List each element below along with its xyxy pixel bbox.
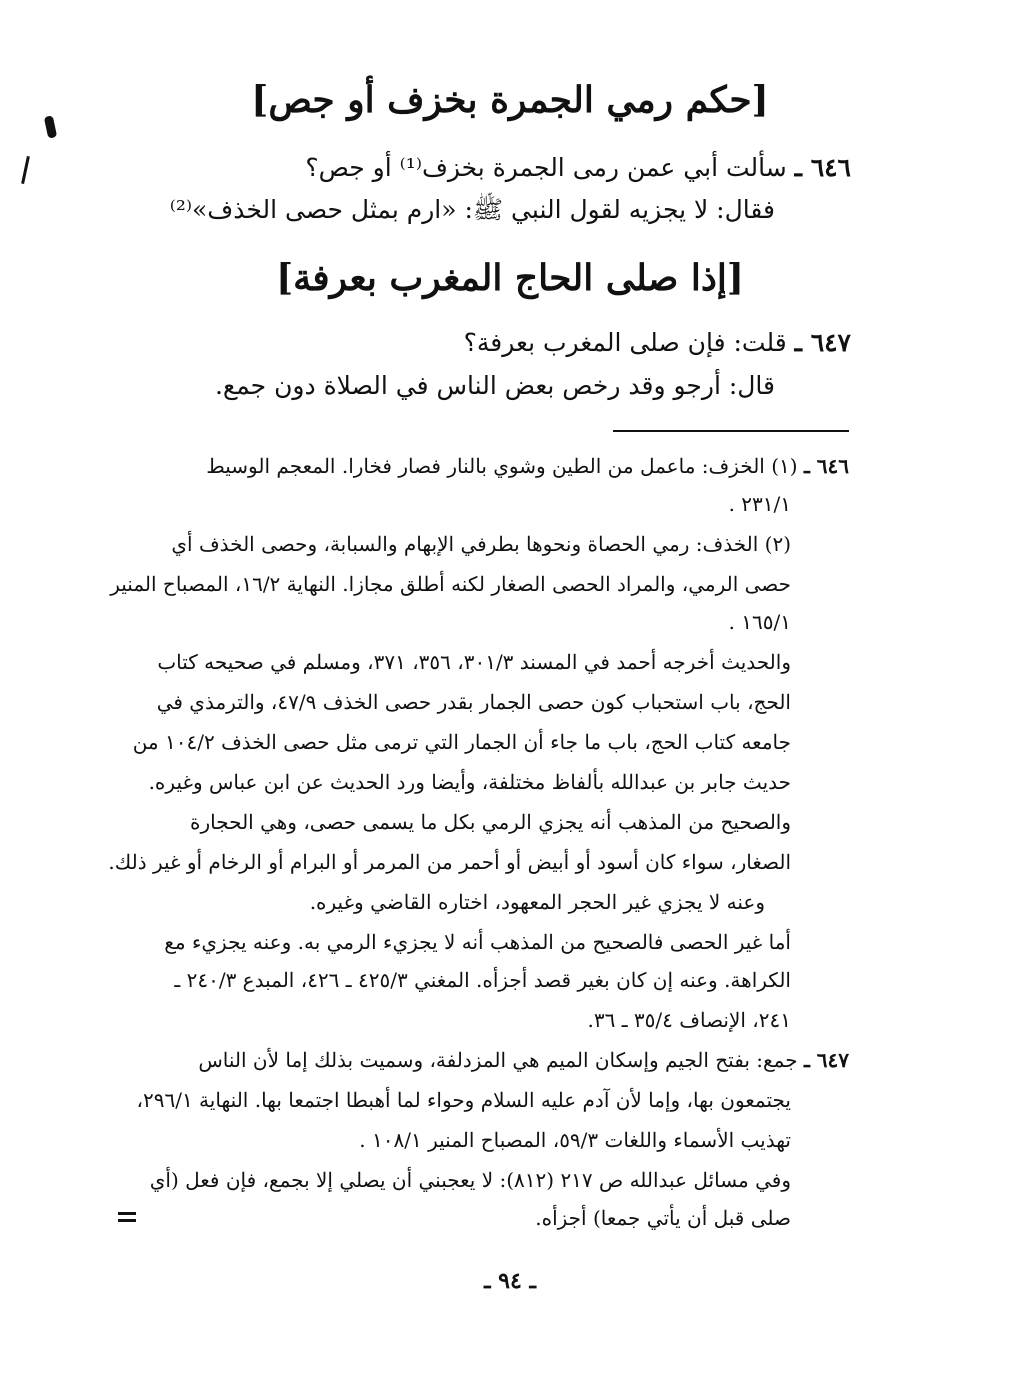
footnote-separator <box>613 430 849 432</box>
footnote-number-647: ٦٤٧ ـ <box>803 1048 849 1072</box>
continuation-mark-top <box>118 1212 136 1215</box>
footnote-646-line-14: الكراهة. وعنه إن كان بغير قصد أجزأه. المغني ٤٢٥/٣ ـ ٤٢٦، المبدع ٢٤٠/٣ ـ <box>174 968 791 992</box>
footnote-647-line-3: تهذيب الأسماء واللغات ٥٩/٣، المصباح المنير ١٠٨/١ . <box>359 1128 791 1152</box>
footnote-646-line-9: حديث جابر بن عبدالله بألفاظ مختلفة، وأيضا ورد الحديث عن ابن عباس وغيره. <box>148 770 791 794</box>
question-646-text: سألت أبي عمن رمى الجمرة بخزف⁽¹⁾ أو جص؟ <box>305 153 787 182</box>
footnote-646-line-10: والصحيح من المذهب أنه يجزي الرمي بكل ما يسمى حصى، وهي الحجارة <box>190 810 791 834</box>
footnote-647-line-5: صلى قبل أن يأتي جمعا) أجزأه. <box>535 1206 791 1230</box>
section-heading-646: [حكم رمي الجمرة بخزف أو جص] <box>251 79 769 121</box>
continuation-mark-bottom <box>118 1219 136 1222</box>
footnote-647-line-1 <box>198 1040 849 1080</box>
footnote-646-line-5: ١٦٥/١ . <box>728 610 791 634</box>
question-646 <box>305 150 851 186</box>
page-number: ـ ٩٤ ـ <box>484 1268 536 1294</box>
footnote-646-line-15: ٢٤١، الإنصاف ٣٥/٤ ـ ٣٦. <box>587 1008 791 1032</box>
footnote-647-line-4: وفي مسائل عبدالله ص ٢١٧ (٨١٢): لا يعجبني أن يصلي إلا بجمع، فإن فعل (أي <box>149 1168 791 1192</box>
footnote-646-line-8: جامعه كتاب الحج، باب ما جاء أن الجمار التي ترمى مثل حصى الخذف ١٠٤/٢ من <box>132 730 791 754</box>
item-number-647: ٦٤٧ ـ <box>794 328 851 357</box>
footnote-number-646: ٦٤٦ ـ <box>803 454 849 478</box>
footnote-646-line-3: (٢) الخذف: رمي الحصاة ونحوها بطرفي الإبهام والسبابة، وحصى الخذف أي <box>171 532 791 556</box>
question-647-text: قلت: فإن صلى المغرب بعرفة؟ <box>463 328 787 357</box>
answer-646: فقال: لا يجزيه لقول النبي ﷺ: «ارم بمثل حصى الخذف»⁽²⁾ <box>169 195 775 224</box>
question-647 <box>464 325 851 361</box>
section-heading-647: [إذا صلى الحاج المغرب بعرفة] <box>276 257 744 299</box>
answer-647: قال: أرجو وقد رخص بعض الناس في الصلاة دون جمع. <box>214 371 775 400</box>
footnote-646-line-11: الصغار، سواء كان أسود أو أبيض أو أحمر من المرمر أو البرام أو الرخام أو غير ذلك. <box>108 850 791 874</box>
margin-mark-slash <box>21 156 30 184</box>
footnote-646-line-6: والحديث أخرجه أحمد في المسند ٣٠١/٣، ٣٥٦، ٣٧١، ومسلم في صحيحه كتاب <box>157 650 791 674</box>
margin-mark-top <box>44 115 57 138</box>
footnote-646-line-1 <box>206 446 849 486</box>
footnote-646-line-7: الحج، باب استحباب كون حصى الجمار بقدر حصى الخذف ٤٧/٩، والترمذي في <box>156 690 791 714</box>
footnote-646-line-12: وعنه لا يجزي غير الحجر المعهود، اختاره القاضي وغيره. <box>309 890 765 914</box>
footnote-647-text-1: جمع: بفتح الجيم وإسكان الميم هي المزدلفة، وسميت بذلك إما لأن الناس <box>198 1048 798 1072</box>
footnote-646-text-1: (١) الخزف: ماعمل من الطين وشوي بالنار فصار فخارا. المعجم الوسيط <box>206 454 798 478</box>
footnote-646-line-4: حصى الرمي، والمراد الحصى الصغار لكنه أطلق مجازا. النهاية ١٦/٢، المصباح المنير <box>110 572 791 596</box>
item-number-646: ٦٤٦ ـ <box>794 153 851 182</box>
footnote-647-line-2: يجتمعون بها، وإما لأن آدم عليه السلام وحواء لما أهبطا اجتمعا بها. النهاية ٢٩٦/١، <box>136 1088 791 1112</box>
footnote-646-line-13: أما غير الحصى فالصحيح من المذهب أنه لا يجزيء الرمي به. وعنه يجزيء مع <box>164 930 791 954</box>
footnote-646-line-2: ٢٣١/١ . <box>728 492 791 516</box>
